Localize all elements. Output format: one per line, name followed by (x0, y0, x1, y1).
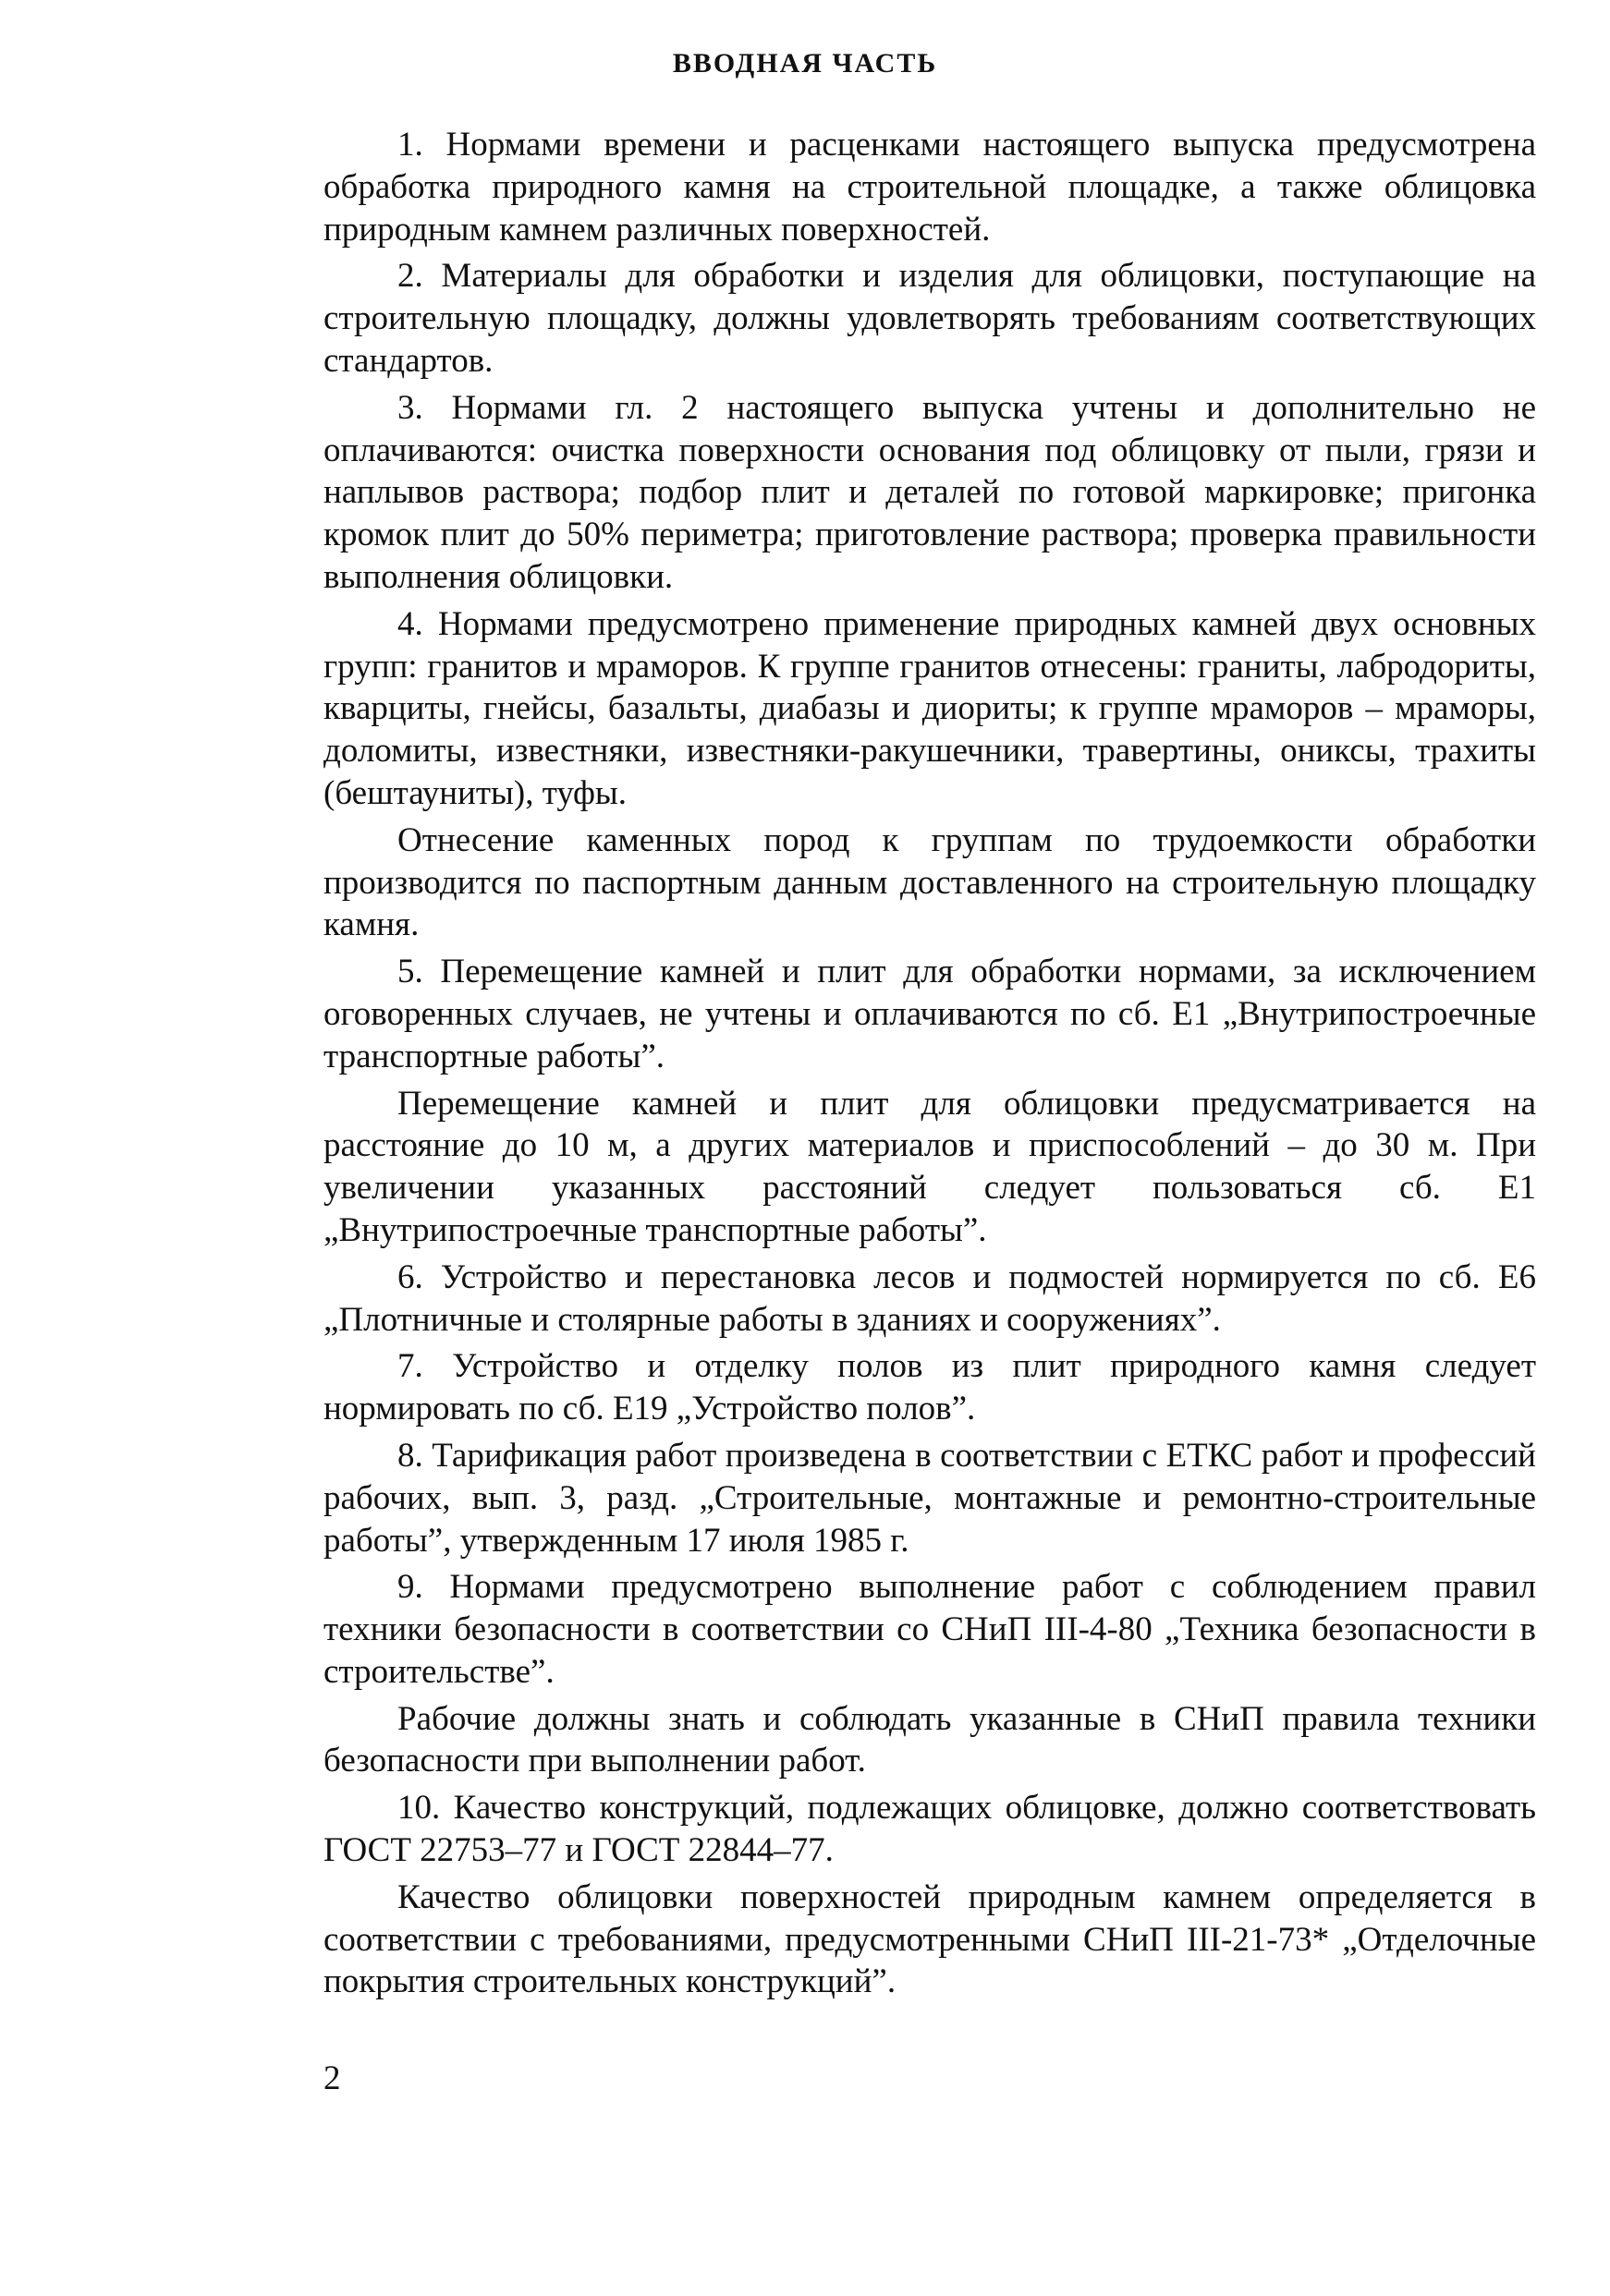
body-text (323, 124, 1536, 2008)
paragraph-4-continued: Отнесение каменных пород к группам по трудоемкости обработки производится по паспортным данным доставленного на строительную площадку камня. (323, 820, 1536, 944)
paragraph-5-continued: Перемещение камней и плит для облицовки предусматривается на расстояние до 10 м, а других материалов и приспособлений – до 30 м. При увеличении указанных расстояний следует пользоваться сб. Е1 „Внутрипостроечные транспортные работы”. (323, 1084, 1536, 1249)
page-heading: ВВОДНАЯ ЧАСТЬ (672, 48, 938, 79)
paragraph-10-continued: Качество облицовки поверхностей природным камнем определяется в соответствии с требованиями, предусмотренными СНиП III-21-73* „Отделочные покрытия строительных конструкций”. (323, 1877, 1536, 2001)
paragraph-1: 1. Нормами времени и расценками настоящего выпуска предусмотрена обработка природного камня на строительной площадке, а также облицовка природным камнем различных поверхностей. (323, 126, 1536, 249)
paragraph-8: 8. Тарификация работ произведена в соответствии с ЕТКС работ и профессий рабочих, вып. 3, разд. „Строительные, монтажные и ремонтно-строительные работы”, утвержденным 17 июля 1985 г. (323, 1436, 1536, 1560)
paragraph-9: 9. Нормами предусмотрено выполнение работ с соблюдением правил техники безопасности в соответствии со СНиП III-4-80 „Техника безопасности в строительстве”. (323, 1568, 1536, 1691)
paragraph-7: 7. Устройство и отделку полов из плит природного камня следует нормировать по сб. Е19 „Устройство полов”. (323, 1347, 1536, 1428)
paragraph-4: 4. Нормами предусмотрено применение природных камней двух основных групп: гранитов и мраморов. К группе гранитов отнесены: граниты, лабродориты, кварциты, гнейсы, базальты, диабазы и диориты; к группе мраморов – мраморы, доломиты, известняки, известняки-ракушечники, травертины, ониксы, трахиты (бештауниты), туфы. (323, 604, 1536, 812)
paragraph-6: 6. Устройство и перестановка лесов и подмостей нормируется по сб. Е6 „Плотничные и столярные работы в зданиях и сооружениях”. (323, 1257, 1536, 1339)
paragraph-3: 3. Нормами гл. 2 настоящего выпуска учтены и дополнительно не оплачиваются: очистка поверхности основания под облицовку от пыли, грязи и наплывов раствора; подбор плит и деталей по готовой маркировке; пригонка кромок плит до 50% периметра; приготовление раствора; проверка правильности выполнения облицовки. (323, 388, 1536, 596)
page-number: 2 (323, 2059, 341, 2097)
paragraph-2: 2. Материалы для обработки и изделия для облицовки, поступающие на строительную площадку, должны удовлетворять требованиям соответствующих стандартов. (323, 257, 1536, 380)
paragraph-10: 10. Качество конструкций, подлежащих облицовке, должно соответствовать ГОСТ 22753–77 и ГОСТ 22844–77. (323, 1789, 1536, 1870)
paragraph-9-continued: Рабочие должны знать и соблюдать указанные в СНиП правила техники безопасности при выполнении работ. (323, 1699, 1536, 1780)
paragraph-5: 5. Перемещение камней и плит для обработки нормами, за исключением оговоренных случаев, не учтены и оплачиваются по сб. Е1 „Внутрипостроечные транспортные работы”. (323, 953, 1536, 1075)
